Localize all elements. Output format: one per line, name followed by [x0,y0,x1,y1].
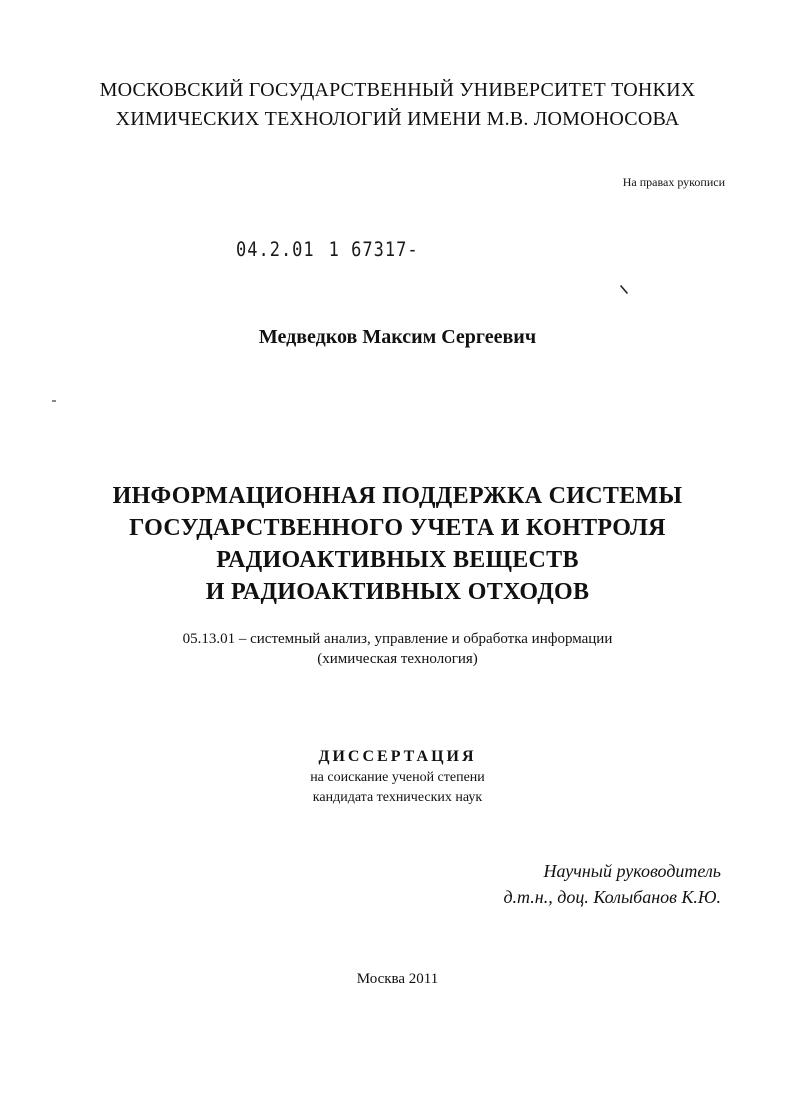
registration-stamp [236,239,419,262]
specialty-line-2: (химическая технология) [317,651,478,667]
title-line-2: ГОСУДАРСТВЕННОГО УЧЕТА И КОНТРОЛЯ [129,515,666,541]
stamp-part-1: 04.2.01 [236,238,315,262]
supervisor-role: Научный руководитель [543,861,721,881]
rights-note: На правах рукописи [622,175,725,189]
title-line-4: И РАДИОАКТИВНЫХ ОТХОДОВ [205,579,590,605]
specialty-line-1: 05.13.01 – системный анализ, управление и обработка информации [182,631,613,647]
specialty-code [0,629,795,669]
dissertation-title [0,480,795,608]
university-line-1: МОСКОВСКИЙ ГОСУДАРСТВЕННЫЙ УНИВЕРСИТЕТ ТОНКИХ [99,79,696,101]
degree-line-1: на соискание ученой степени [310,770,485,785]
title-line-3: РАДИОАКТИВНЫХ ВЕЩЕСТВ [216,547,579,573]
stamp-part-2: 1 67317 [328,238,408,262]
supervisor-block [503,858,721,910]
stamp-suffix: - [407,238,419,262]
stray-pen-mark [620,285,630,295]
stray-dot-mark [52,400,56,402]
degree-sought [0,768,795,808]
university-name [0,76,795,134]
author-name: Медведков Максим Сергеевич [258,326,537,348]
university-line-2: ХИМИЧЕСКИХ ТЕХНОЛОГИЙ ИМЕНИ М.В. ЛОМОНОСОВА [115,108,680,130]
document-type: ДИССЕРТАЦИЯ [318,748,477,765]
city-year: Москва 2011 [356,971,439,987]
supervisor-name: д.т.н., доц. Колыбанов К.Ю. [503,887,721,907]
degree-line-2: кандидата технических наук [312,790,483,805]
title-line-1: ИНФОРМАЦИОННАЯ ПОДДЕРЖКА СИСТЕМЫ [112,483,683,509]
